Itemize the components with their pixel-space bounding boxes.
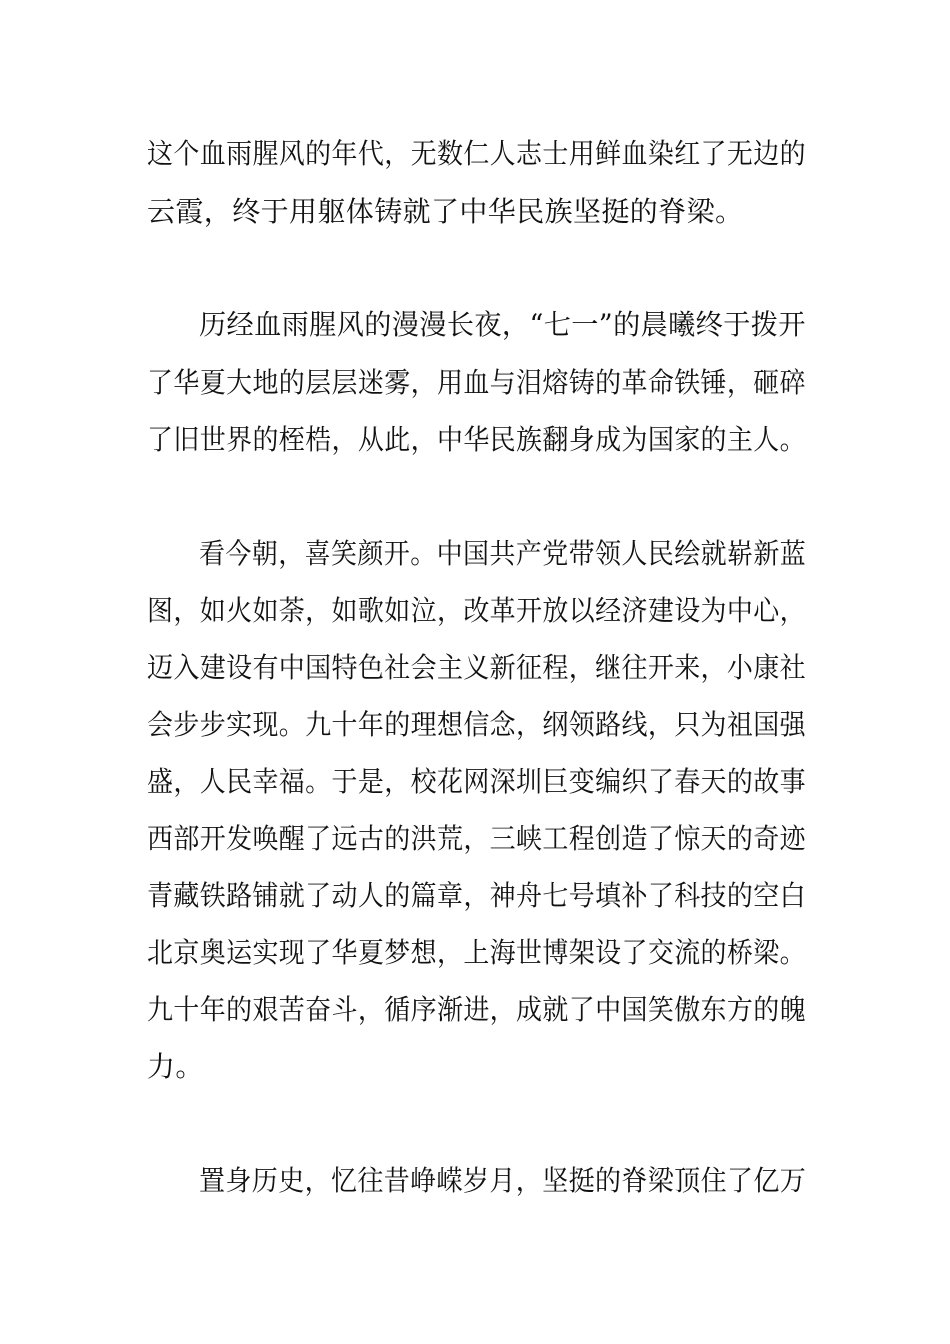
paragraph-3-line-9: 九十年的艰苦奋斗，循序渐进，成就了中国笑傲东方的魄 bbox=[147, 993, 807, 1026]
paragraph-3-line-2: 图，如火如荼，如歌如泣，改革开放以经济建设为中心， bbox=[147, 594, 807, 627]
paragraph-3-line-7: 青藏铁路铺就了动人的篇章，神舟七号填补了科技的空白 bbox=[147, 879, 807, 912]
paragraph-3-line-4: 会步步实现。九十年的理想信念，纲领路线，只为祖国强 bbox=[147, 708, 807, 741]
paragraph-2-line-1: 历经血雨腥风的漫漫长夜，“七一”的晨曦终于拨开 bbox=[199, 308, 806, 341]
paragraph-1-line-2: 云霞，终于用躯体铸就了中华民族坚挺的脊梁。 bbox=[147, 195, 744, 228]
paragraph-3-line-6: 西部开发唤醒了远古的洪荒，三峡工程创造了惊天的奇迹 bbox=[147, 822, 807, 855]
paragraph-1-line-1: 这个血雨腥风的年代，无数仁人志士用鲜血染红了无边的 bbox=[147, 137, 807, 170]
paragraph-3-line-5: 盛，人民幸福。于是，校花网深圳巨变编织了春天的故事 bbox=[147, 765, 807, 798]
paragraph-3-line-10: 力。 bbox=[147, 1050, 204, 1083]
paragraph-2-line-3: 了旧世界的桎梏，从此，中华民族翻身成为国家的主人。 bbox=[147, 423, 807, 456]
paragraph-3-line-8: 北京奥运实现了华夏梦想，上海世博架设了交流的桥梁。 bbox=[147, 936, 807, 969]
paragraph-4-line-1: 置身历史，忆往昔峥嵘岁月，坚挺的脊梁顶住了亿万 bbox=[199, 1164, 807, 1197]
paragraph-3-line-1: 看今朝，喜笑颜开。中国共产党带领人民绘就崭新蓝 bbox=[199, 537, 807, 570]
paragraph-3-line-3: 迈入建设有中国特色社会主义新征程，继往开来，小康社 bbox=[147, 651, 807, 684]
paragraph-2-line-2: 了华夏大地的层层迷雾，用血与泪熔铸的革命铁锤，砸碎 bbox=[147, 366, 807, 399]
